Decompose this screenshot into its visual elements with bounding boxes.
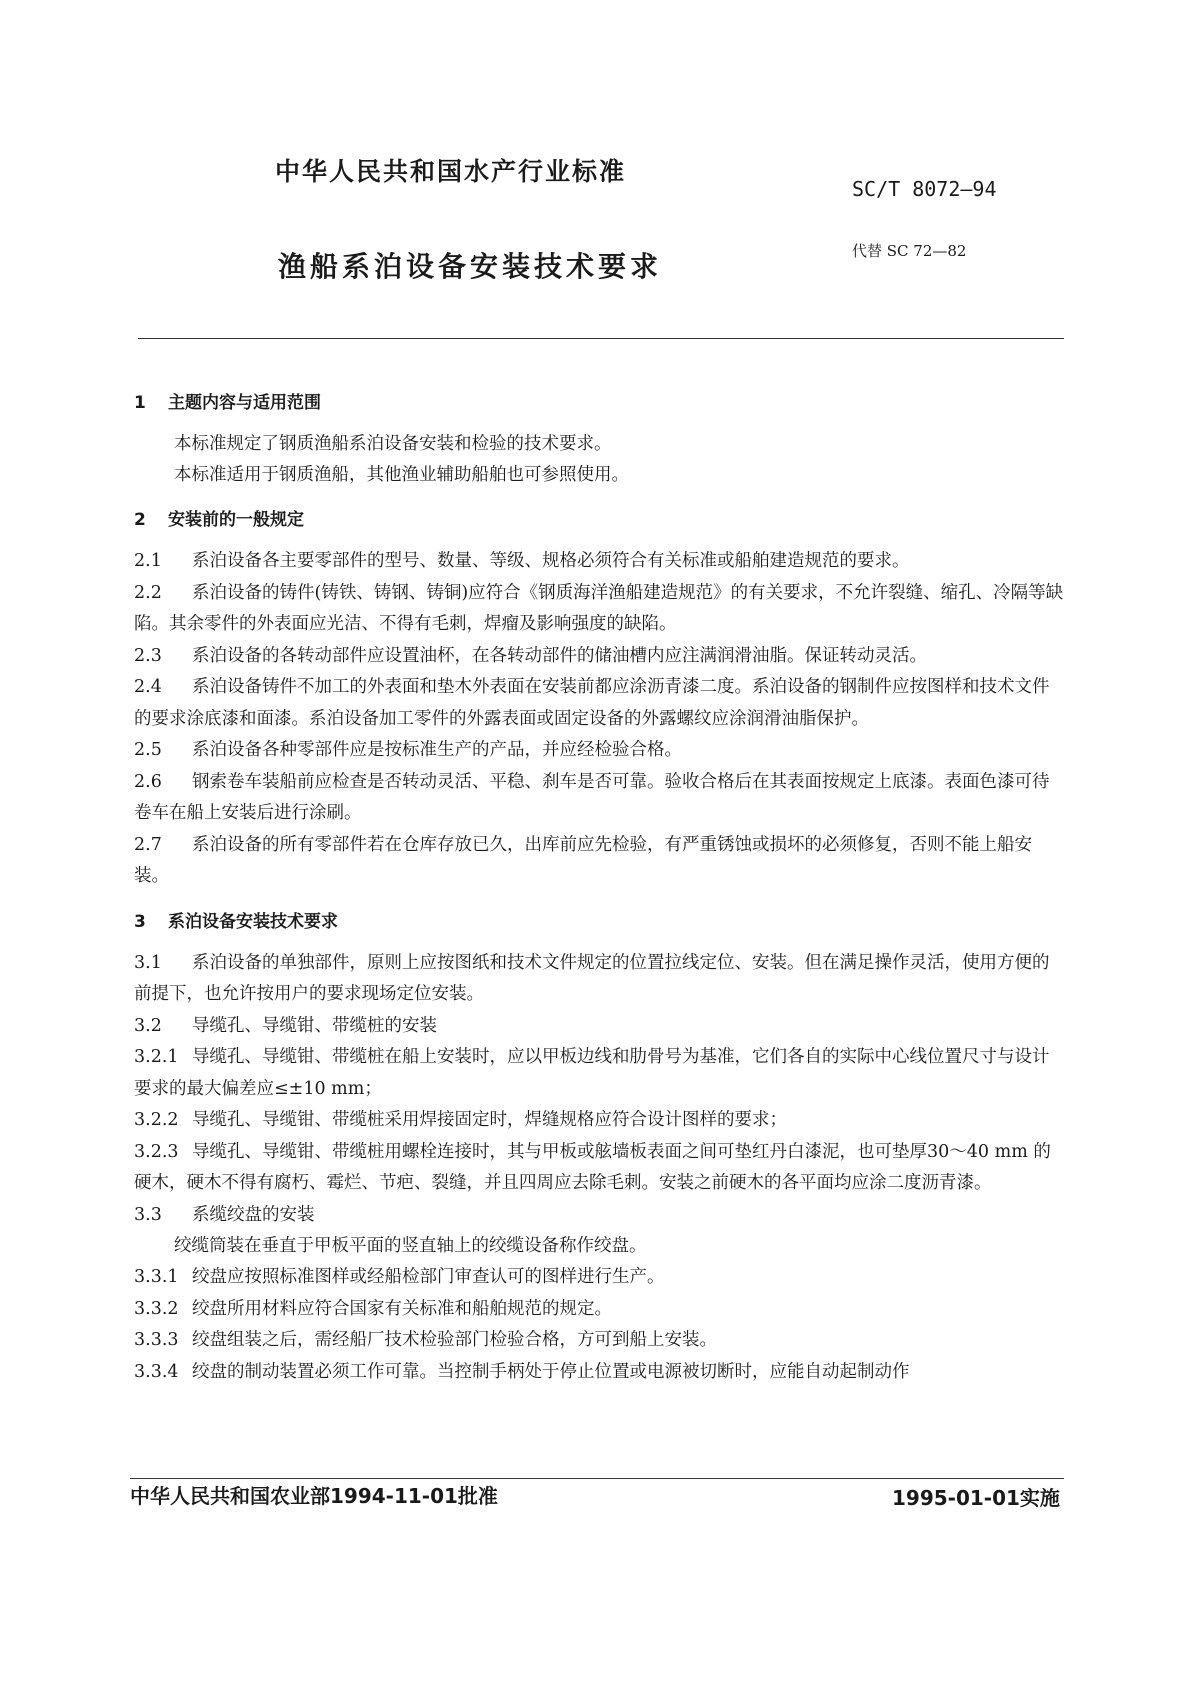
- section-title: 系泊设备安装技术要求: [168, 911, 338, 932]
- clause-text: 绞盘所用材料应符合国家有关标准和船舶规范的规定。: [192, 1298, 612, 1319]
- replaces-note: 代替 SC 72—82: [852, 242, 967, 260]
- paragraph: 本标准规定了钢质渔船系泊设备安装和检验的技术要求。: [174, 434, 612, 454]
- clause-text: 系缆绞盘的安装: [192, 1204, 315, 1225]
- clause: [134, 1105, 1064, 1137]
- paragraph: 本标准适用于钢质渔船，其他渔业辅助船舶也可参照使用。: [174, 465, 629, 485]
- clause-text: 绞盘的制动装置必须工作可靠。当控制手柄处于停止位置或电源被切断时，应能自动起制动作: [192, 1361, 910, 1382]
- standard-number: SC/T 8072—94: [852, 177, 997, 201]
- clause: [134, 1200, 1064, 1232]
- clause-text: 绞盘应按照标准图样或经船检部门审查认可的图样进行生产。: [192, 1267, 665, 1287]
- clause-number: 2.2: [134, 582, 162, 603]
- clause: [134, 830, 1064, 893]
- footer-divider: [130, 1478, 1064, 1479]
- clause-text: 系泊设备的各转动部件应设置油杯，在各转动部件的储油槽内应注满润滑油脂。保证转动灵活。: [192, 645, 927, 666]
- clause-text: 绞盘组装之后，需经船厂技术检验部门检验合格，方可到船上安装。: [192, 1330, 717, 1350]
- clause-text: 导缆孔、导缆钳、带缆桩用螺栓连接时，其与甲板或舷墙板表面之间可垫红丹白漆泥，也可垫厚30～40 mm 的硬木，硬木不得有腐朽、霉烂、节疤、裂缝，并且四周应去除毛刺。安装之前硬木的各平面均应涂二度沥青漆。: [134, 1141, 1051, 1193]
- clause: [134, 578, 1064, 641]
- clause-text: 系泊设备的所有零部件若在仓库存放已久，出库前应先检验，有严重锈蚀或损坏的必须修复，否则不能上船安装。: [134, 834, 1032, 886]
- clause: [134, 1294, 1064, 1326]
- clause-number: 3.2.3: [134, 1141, 179, 1162]
- clause-text: 导缆孔、导缆钳、带缆桩在船上安装时，应以甲板边线和肋骨号为基准，它们各自的实际中心线位置尺寸与设计要求的最大偏差应≤±10 mm；: [134, 1047, 1050, 1099]
- clause-number: 3.1: [134, 952, 162, 973]
- clause: [134, 546, 1064, 578]
- clause-number: 3.3.3: [134, 1330, 179, 1350]
- section-number: 1: [134, 393, 146, 413]
- clause: [134, 1325, 1064, 1357]
- clause: [134, 1262, 1064, 1294]
- clause-text: 系泊设备的铸件(铸铁、铸钢、铸铜)应符合《钢质海洋渔船建造规范》的有关要求，不允许裂缝、缩孔、冷隔等缺陷。其余零件的外表面应光洁、不得有毛刺，焊瘤及影响强度的缺陷。: [134, 582, 1064, 634]
- clause-number: 3.2.1: [134, 1047, 179, 1067]
- clause-text: 系泊设备各主要零部件的型号、数量、等级、规格必须符合有关标准或船舶建造规范的要求。: [192, 551, 910, 571]
- clause-number: 3.3.4: [134, 1361, 179, 1382]
- clause: [134, 1137, 1064, 1200]
- clause-number: 2.4: [134, 677, 162, 697]
- paragraph: 绞缆筒装在垂直于甲板平面的竖直轴上的绞缆设备称作绞盘。: [174, 1236, 647, 1256]
- clause-text: 系泊设备的单独部件，原则上应按图纸和技术文件规定的位置拉线定位、安装。但在满足操作灵活，使用方便的前提下，也允许按用户的要求现场定位安装。: [134, 952, 1050, 1004]
- section-heading-1: [134, 388, 1064, 413]
- clause-text: 导缆孔、导缆钳、带缆桩采用焊接固定时，焊缝规格应符合设计图样的要求；: [192, 1110, 787, 1130]
- clause: [134, 735, 1064, 767]
- clause: [134, 672, 1064, 735]
- clause-text: 钢索卷车装船前应检查是否转动灵活、平稳、刹车是否可靠。验收合格后在其表面按规定上底漆。表面色漆可待卷车在船上安装后进行涂刷。: [134, 771, 1050, 823]
- clause-number: 2.5: [134, 740, 162, 760]
- clause-number: 3.2: [134, 1015, 162, 1036]
- clause-number: 3.3.1: [134, 1267, 179, 1287]
- clause-text: 导缆孔、导缆钳、带缆桩的安装: [192, 1015, 437, 1036]
- approval-line: 中华人民共和国农业部1994-11-01批准: [130, 1484, 498, 1508]
- clause-number: 2.7: [134, 834, 162, 855]
- header-divider: [138, 338, 1064, 339]
- implementation-date: 1995-01-01实施: [892, 1486, 1060, 1510]
- clause: [134, 1357, 1064, 1389]
- clause-number: 2.6: [134, 771, 162, 792]
- clause: [134, 641, 1064, 673]
- clause: [134, 1011, 1064, 1043]
- clause: [134, 767, 1064, 830]
- clause-number: 3.3: [134, 1204, 162, 1225]
- clause-text: 系泊设备各种零部件应是按标准生产的产品，并应经检验合格。: [192, 740, 682, 760]
- section-heading-2: [134, 505, 1064, 530]
- clause: [134, 948, 1064, 1011]
- section-number: 3: [134, 911, 146, 932]
- clause: [134, 1042, 1064, 1105]
- document-body: [134, 388, 1064, 1388]
- section-heading-3: [134, 907, 1064, 932]
- document-title: 渔船系泊设备安装技术要求: [278, 250, 663, 283]
- section-title: 安装前的一般规定: [168, 510, 304, 530]
- clause-number: 3.2.2: [134, 1110, 179, 1130]
- clause-number: 2.1: [134, 551, 162, 571]
- section-number: 2: [134, 510, 146, 530]
- section-title: 主题内容与适用范围: [168, 393, 321, 413]
- clause-number: 2.3: [134, 645, 162, 666]
- issuer-title: 中华人民共和国水产行业标准: [275, 157, 627, 186]
- clause-text: 系泊设备铸件不加工的外表面和垫木外表面在安装前都应涂沥青漆二度。系泊设备的钢制件应按图样和技术文件的要求涂底漆和面漆。系泊设备加工零件的外露表面或固定设备的外露螺纹应涂润滑油脂保护。: [134, 677, 1050, 729]
- clause-number: 3.3.2: [134, 1298, 179, 1319]
